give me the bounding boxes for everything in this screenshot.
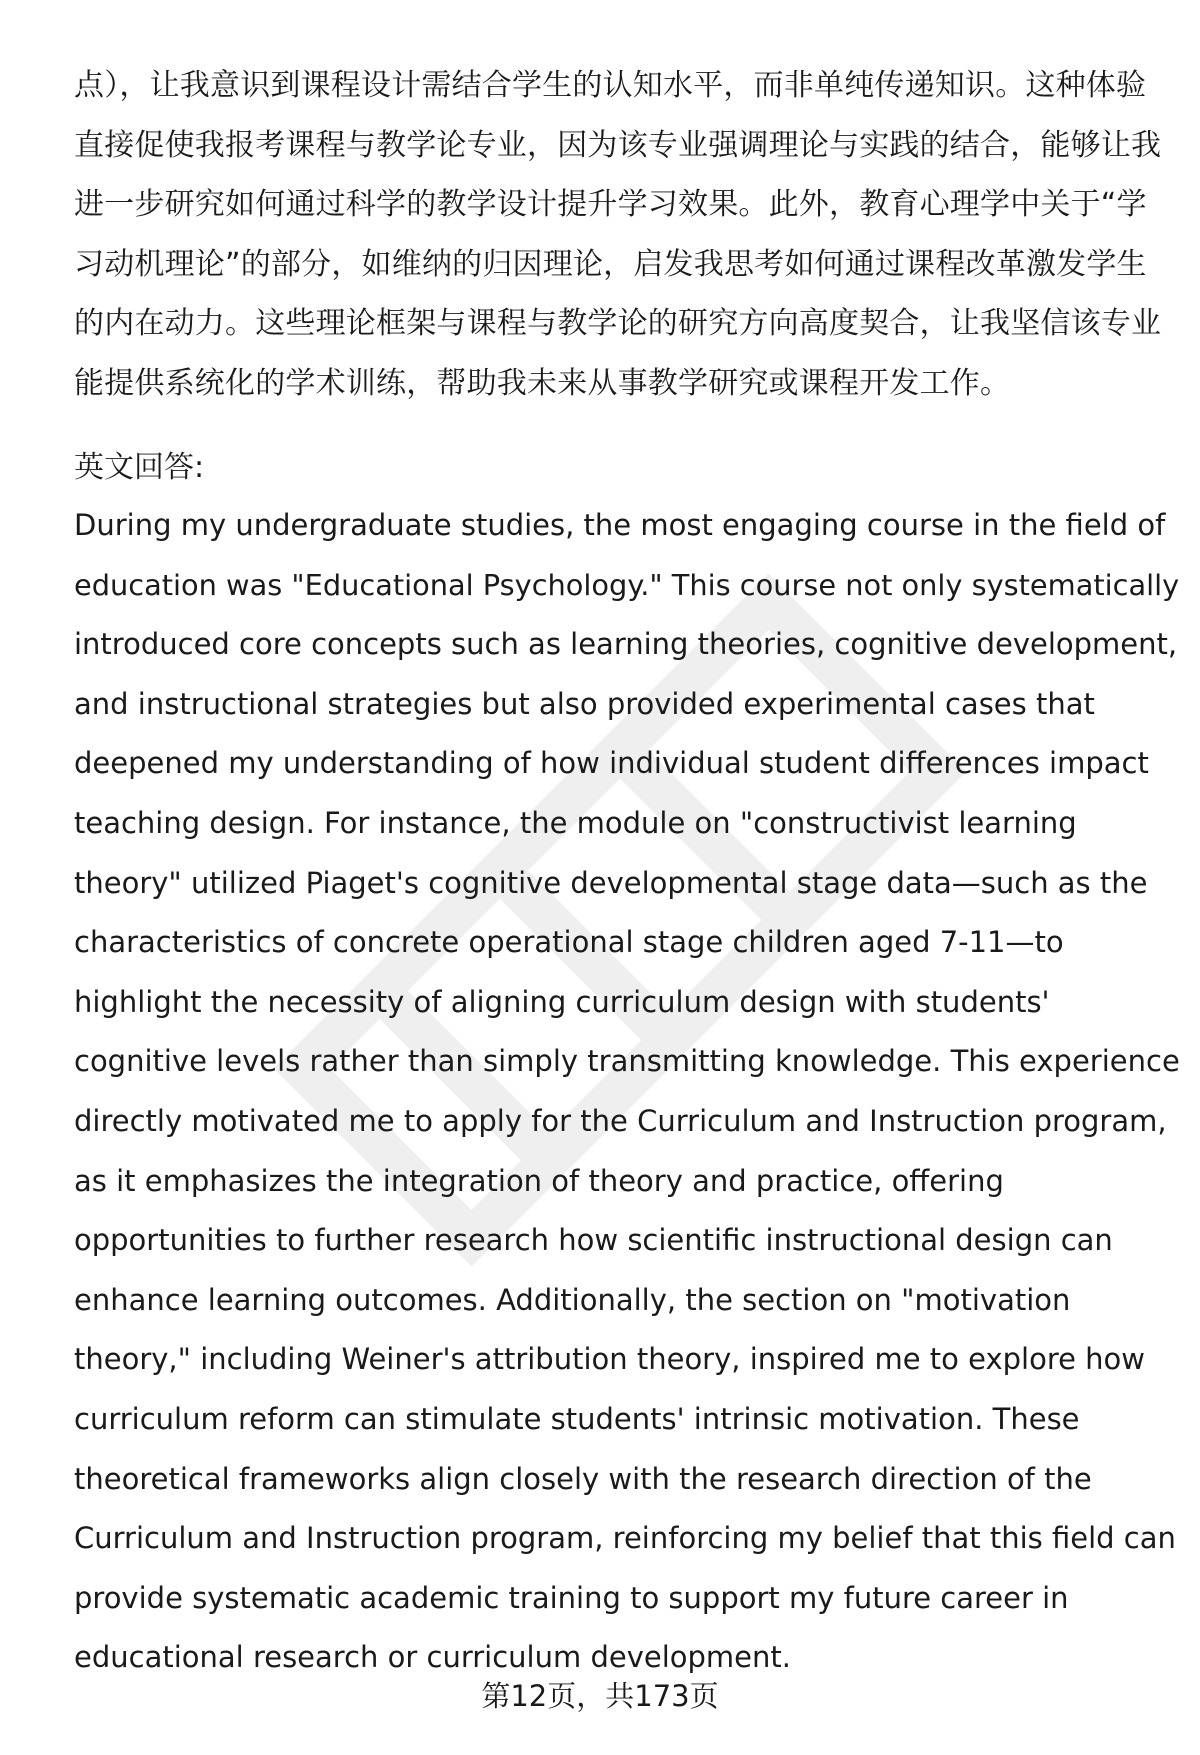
paragraph-line: teaching design. For instance, the module on "constructivist learning <box>74 805 1077 840</box>
paragraph-line: 习动机理论”的部分，如维纳的归因理论，启发我思考如何通过课程改革激发学生 <box>74 246 1147 282</box>
paragraph-line: 进一步研究如何通过科学的教学设计提升学习效果。此外，教育心理学中关于“学 <box>74 187 1147 222</box>
paragraph-line: enhance learning outcomes. Additionally, the section on "motivation <box>74 1282 1071 1317</box>
paragraph-line: curriculum reform can stimulate students' intrinsic motivation. These <box>74 1401 1080 1436</box>
paragraph-line: theory," including Weiner's attribution theory, inspired me to explore how <box>74 1342 1146 1377</box>
paragraph-line: and instructional strategies but also provided experimental cases that <box>74 686 1095 721</box>
english-answer-heading: 英文回答: <box>74 450 205 485</box>
paragraph-line: highlight the necessity of aligning curriculum design with students' <box>74 984 1050 1019</box>
paragraph-line: 直接促使我报考课程与教学论专业，因为该专业强调理论与实践的结合，能够让我 <box>74 127 1162 163</box>
paragraph-line: theory" utilized Piaget's cognitive developmental stage data—such as the <box>74 865 1148 900</box>
paragraph-line: educational research or curriculum development. <box>74 1640 791 1675</box>
paragraph-line: as it emphasizes the integration of theory and practice, offering <box>74 1163 1004 1198</box>
paragraph-line: directly motivated me to apply for the Curriculum and Instruction program, <box>74 1103 1167 1138</box>
paragraph-line: During my undergraduate studies, the most engaging course in the field of <box>74 508 1166 542</box>
paragraph-line: cognitive levels rather than simply transmitting knowledge. This experience <box>74 1044 1180 1079</box>
chinese-answer-paragraph <box>74 56 1162 413</box>
paragraph-line: characteristics of concrete operational stage children aged 7-11—to <box>74 925 1064 960</box>
paragraph-line: introduced core concepts such as learning theories, cognitive development, <box>74 627 1178 662</box>
paragraph-line: education was "Educational Psychology." This course not only systematically <box>74 567 1180 602</box>
paragraph-line: 能提供系统化的学术训练，帮助我未来从事教学研究或课程开发工作。 <box>74 365 1011 401</box>
paragraph-line: deepened my understanding of how individual student differences impact <box>74 746 1149 781</box>
english-answer-paragraph <box>74 496 1180 1688</box>
paragraph-line: theoretical frameworks align closely with the research direction of the <box>74 1461 1092 1496</box>
paragraph-line: provide systematic academic training to support my future career in <box>74 1580 1069 1615</box>
paragraph-line: 点），让我意识到课程设计需结合学生的认知水平，而非单纯传递知识。这种体验 <box>74 68 1147 103</box>
paragraph-line: Curriculum and Instruction program, reinforcing my belief that this field can <box>74 1521 1176 1556</box>
page-number: 第12页，共173页 <box>481 1679 719 1713</box>
paragraph-line: 的内在动力。这些理论框架与课程与教学论的研究方向高度契合，让我坚信该专业 <box>74 306 1162 341</box>
paragraph-line: opportunities to further research how scientific instructional design can <box>74 1223 1113 1258</box>
